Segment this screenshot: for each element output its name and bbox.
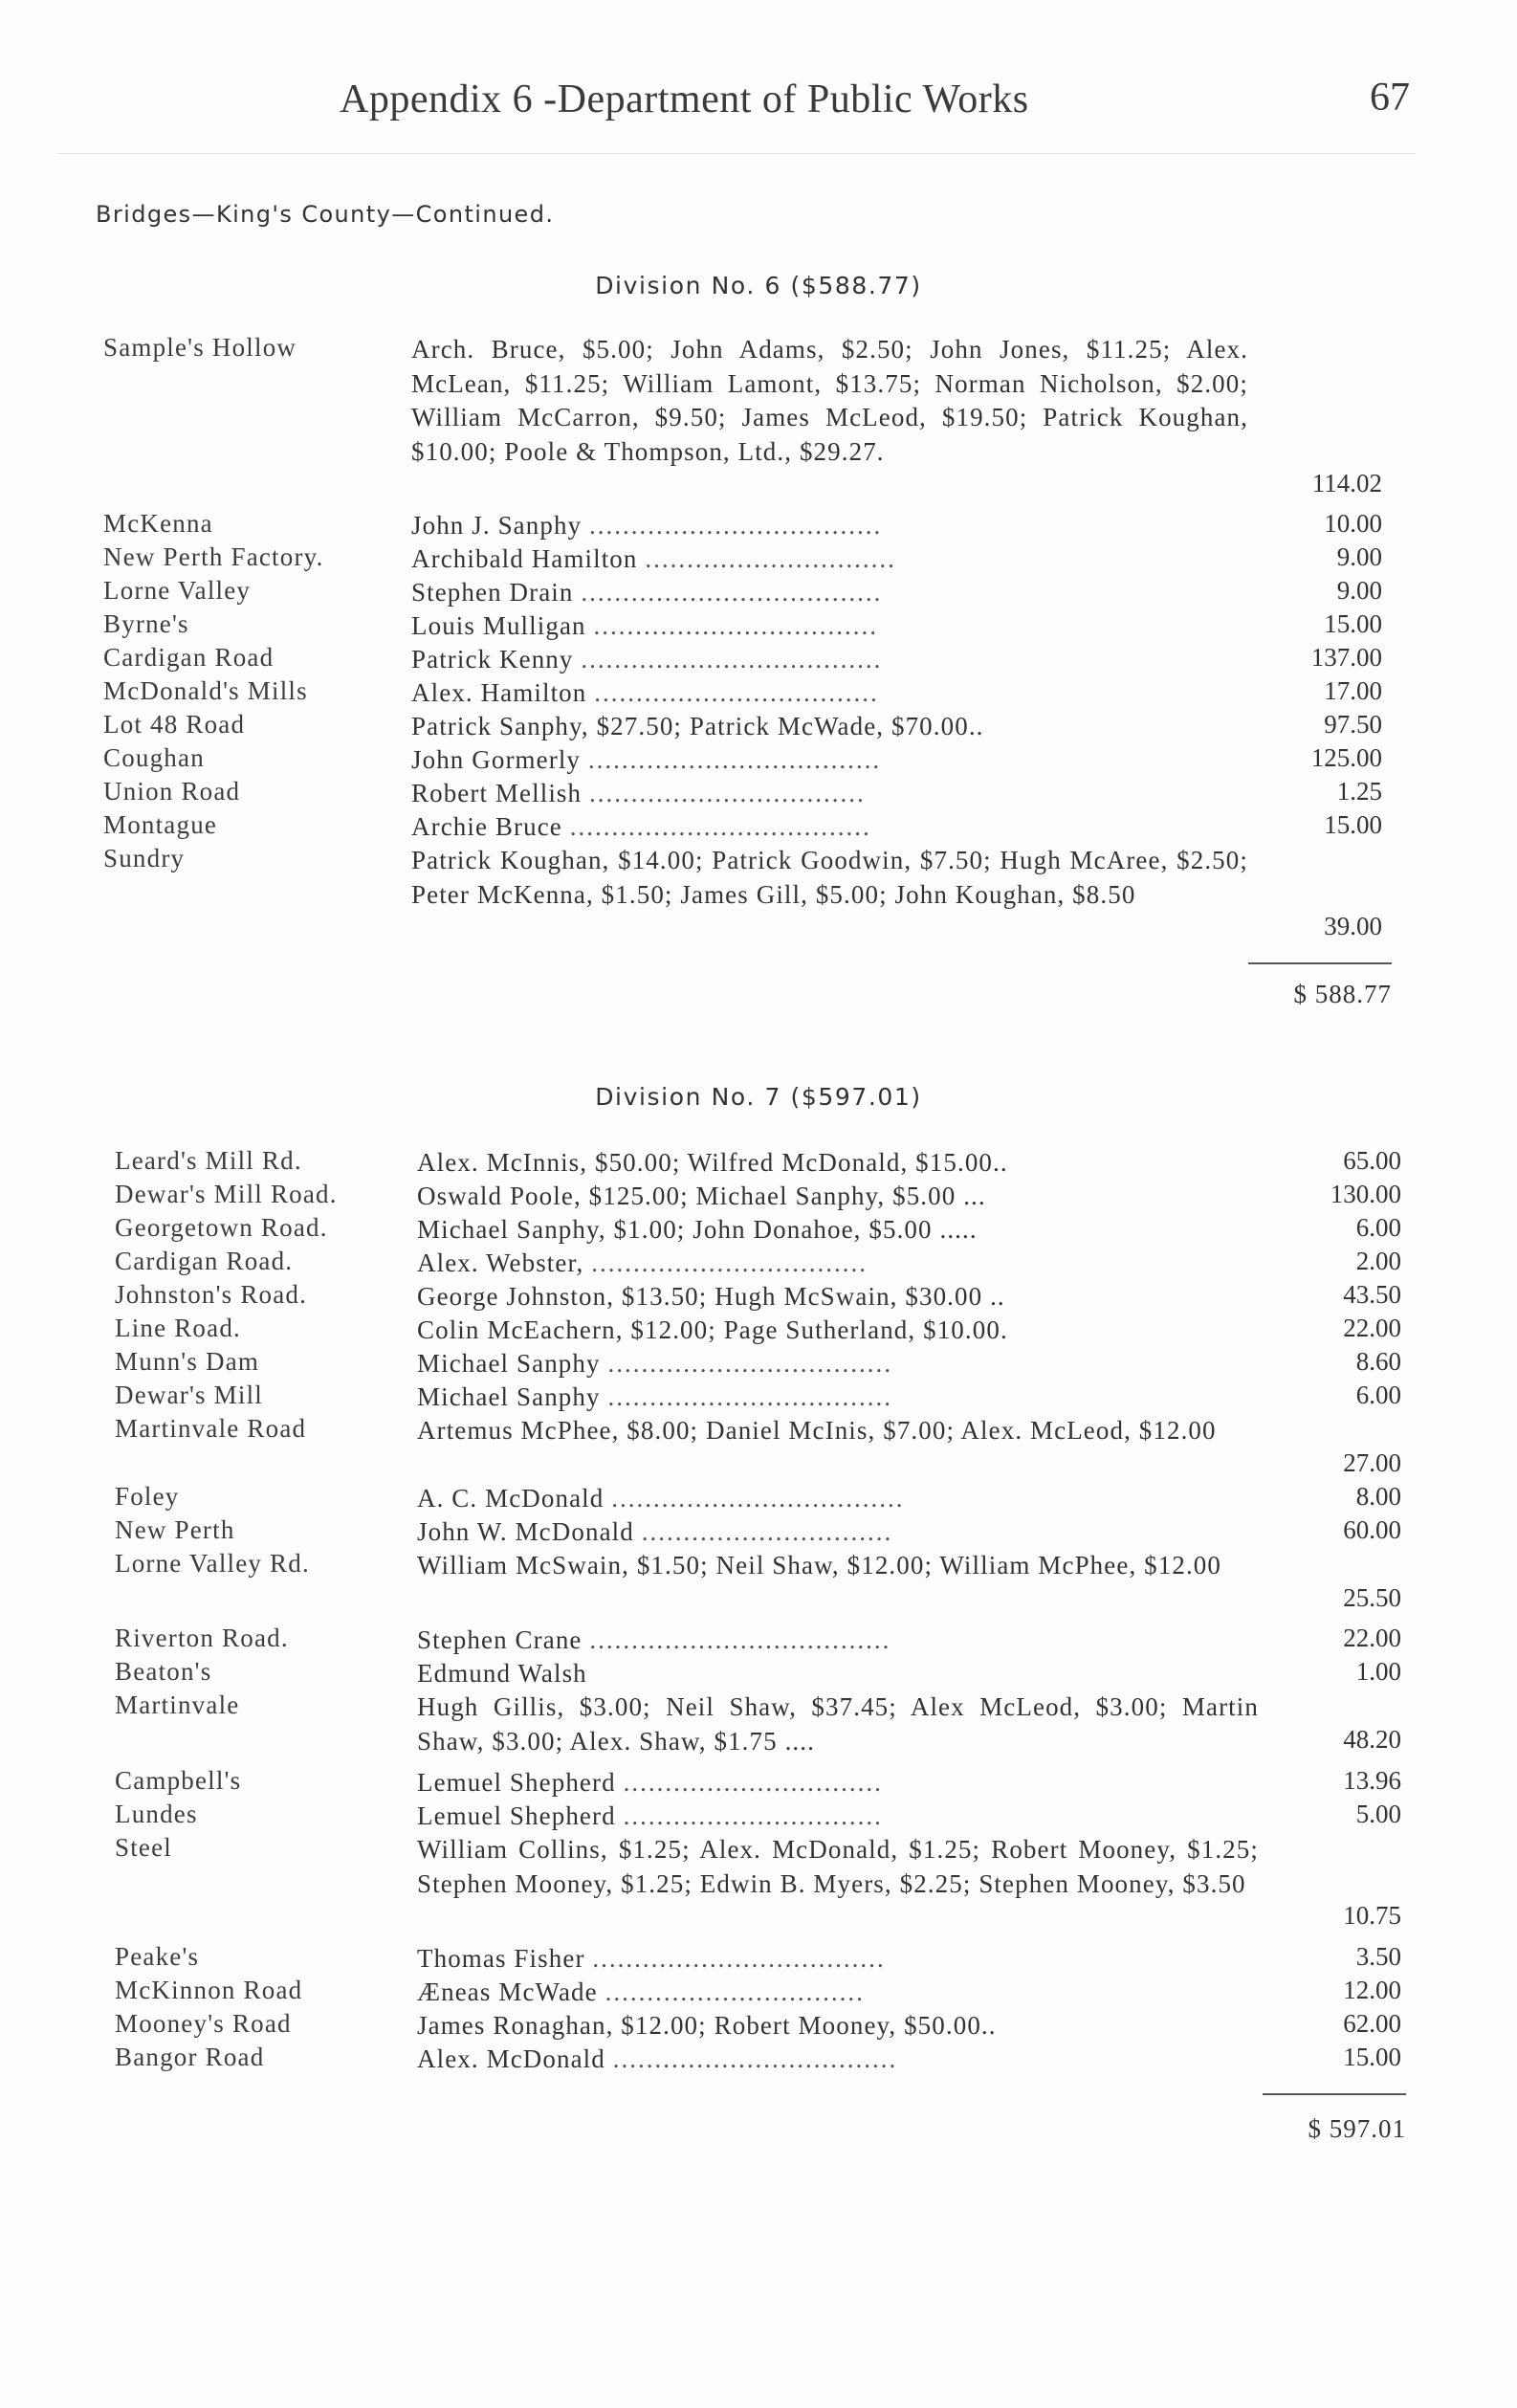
- entry-payees: [411, 643, 1248, 677]
- entry-payee-name: Archie Bruce: [411, 812, 562, 841]
- entry-place: Dewar's Mill: [115, 1381, 263, 1409]
- entry-amount: 39.00: [1324, 912, 1382, 940]
- entry-payee-name: Archibald Hamilton: [411, 544, 638, 573]
- entry-payees: Arch. Bruce, $5.00; John Adams, $2.50; John Jones, $11.25; Alex. McLean, $11.25; William Lamont, $13.75; Norman Nicholson, $2.00; William McCarron, $9.50; James McLeod, $19.50; Patrick Koughan, $10.00; Poole & Thompson, Ltd., $29.27.: [411, 335, 1248, 466]
- entry-payees: [411, 743, 1248, 778]
- entry-payees: Colin McEachern, $12.00; Page Sutherland, $10.00.: [417, 1315, 1008, 1344]
- entry-payee-name: Lemuel Shepherd: [417, 1801, 616, 1830]
- dot-leader: ...............................: [623, 1768, 883, 1797]
- entry-amount: 22.00: [1343, 1314, 1401, 1342]
- dot-leader: ..................................: [593, 611, 879, 640]
- entry-payee-name: Patrick Kenny: [411, 645, 574, 674]
- entry-amount: 6.00: [1355, 1213, 1401, 1242]
- entry-payees: Hugh Gillis, $3.00; Neil Shaw, $37.45; Alex McLeod, $3.00; Martin Shaw, $3.00; Alex. Shaw, $1.75 ....: [417, 1692, 1259, 1756]
- entry-place: Campbell's: [115, 1766, 242, 1795]
- dot-leader: ...................................: [589, 511, 883, 540]
- division-7-heading: Division No. 7 ($597.01): [595, 1083, 922, 1111]
- entry-amount: 25.50: [1343, 1583, 1401, 1612]
- entry-payee-name: John J. Sanphy: [411, 511, 583, 540]
- total-rule: [1248, 962, 1392, 964]
- entry-amount: 15.00: [1343, 2043, 1401, 2071]
- entry-amount: 15.00: [1324, 609, 1382, 638]
- entry-amount: 6.00: [1355, 1381, 1401, 1409]
- entry-payee-name: Louis Mulligan: [411, 611, 586, 640]
- entry-place: Byrne's: [103, 609, 189, 638]
- entry-place: Lot 48 Road: [103, 710, 246, 739]
- entry-amount: 114.02: [1311, 469, 1382, 497]
- entry-place: Johnston's Road.: [115, 1280, 308, 1309]
- entry-payees: [411, 509, 1248, 543]
- entry-amount: 17.00: [1324, 676, 1382, 705]
- entry-payees: Michael Sanphy, $1.00; John Donahoe, $5.00 .....: [417, 1215, 978, 1244]
- entry-place: Sundry: [103, 844, 186, 873]
- entry-payees: [417, 1247, 1259, 1281]
- dot-leader: ..................................: [594, 678, 879, 707]
- running-head-title: Appendix 6 -Department of Public Works: [340, 77, 1029, 122]
- entry-place: Coughan: [103, 743, 205, 772]
- entry-place: Sample's Hollow: [103, 333, 297, 362]
- entry-place: Dewar's Mill Road.: [115, 1180, 338, 1208]
- entry-place: New Perth: [115, 1515, 235, 1544]
- entry-amount: 43.50: [1343, 1280, 1401, 1309]
- entry-payees: [417, 1766, 1259, 1800]
- entry-place: McDonald's Mills: [103, 676, 308, 705]
- entry-payees: [411, 576, 1248, 610]
- entry-place: Cardigan Road: [103, 643, 275, 672]
- entry-amount: 12.00: [1343, 1976, 1401, 2004]
- entry-place: McKinnon Road: [115, 1976, 303, 2004]
- entry-payees: [417, 1515, 1259, 1550]
- entry-amount: 15.00: [1324, 810, 1382, 839]
- entry-place: Riverton Road.: [115, 1624, 289, 1652]
- entry-payees: [411, 542, 1248, 577]
- dot-leader: ..................................: [607, 1382, 892, 1411]
- entry-payee-name: John Gormerly: [411, 745, 582, 774]
- entry-amount: 1.00: [1355, 1657, 1401, 1686]
- entry-payee-name: Michael Sanphy: [417, 1382, 601, 1411]
- entry-place: Lorne Valley Rd.: [115, 1549, 310, 1578]
- entry-payee-name: Thomas Fisher: [417, 1944, 585, 1973]
- entry-amount: 2.00: [1355, 1247, 1401, 1275]
- running-head: [0, 69, 1517, 136]
- entry-payees: Patrick Sanphy, $27.50; Patrick McWade, $70.00..: [411, 712, 984, 740]
- entry-payees: Artemus McPhee, $8.00; Daniel McInis, $7.00; Alex. McLeod, $12.00: [417, 1416, 1217, 1445]
- entry-amount: 137.00: [1310, 643, 1382, 672]
- entry-place: Martinvale Road: [115, 1414, 307, 1443]
- entry-amount: 8.60: [1355, 1347, 1401, 1376]
- page-number: 67: [1370, 76, 1410, 120]
- entry-payees: Patrick Koughan, $14.00; Patrick Goodwin, $7.50; Hugh McAree, $2.50; Peter McKenna, $1.50; James Gill, $5.00; John Koughan, $8.50: [411, 846, 1248, 909]
- dot-leader: ....................................: [589, 1625, 891, 1654]
- entry-payees: [417, 2043, 1259, 2077]
- entry-amount: 62.00: [1343, 2009, 1401, 2038]
- entry-amount: 22.00: [1343, 1624, 1401, 1652]
- entry-payee-name: Stephen Drain: [411, 578, 574, 607]
- entry-payee-name: Alex. Hamilton: [411, 678, 587, 707]
- header-rule: [57, 153, 1416, 154]
- entry-amount: 3.50: [1355, 1942, 1401, 1971]
- entry-place: New Perth Factory.: [103, 542, 324, 571]
- entry-payees: James Ronaghan, $12.00; Robert Mooney, $50.00..: [417, 2011, 997, 2040]
- entry-amount: 125.00: [1310, 743, 1382, 772]
- entry-payee-name: John W. McDonald: [417, 1517, 634, 1546]
- entry-amount: 60.00: [1343, 1515, 1401, 1544]
- division-6-total: $ 588.77: [1293, 980, 1392, 1008]
- entry-place: Foley: [115, 1482, 180, 1511]
- entry-amount: 9.00: [1336, 576, 1382, 605]
- total-rule: [1263, 2093, 1406, 2095]
- dot-leader: ....................................: [569, 812, 871, 841]
- entry-payees: Edmund Walsh: [417, 1659, 587, 1688]
- entry-place: Munn's Dam: [115, 1347, 260, 1376]
- entry-place: Union Road: [103, 777, 241, 806]
- entry-amount: 130.00: [1330, 1180, 1401, 1208]
- entry-payees: [411, 810, 1248, 845]
- entry-place: Lorne Valley: [103, 576, 252, 605]
- entry-payees: Oswald Poole, $125.00; Michael Sanphy, $5.00 ...: [417, 1182, 986, 1210]
- entry-amount: 27.00: [1343, 1448, 1401, 1477]
- entry-payees: William Collins, $1.25; Alex. McDonald, $1.25; Robert Mooney, $1.25; Stephen Mooney, $1.25; Edwin B. Myers, $2.25; Stephen Mooney, $3.50: [417, 1835, 1259, 1898]
- section-heading: Bridges—King's County—Continued.: [96, 201, 555, 228]
- entry-payees: George Johnston, $13.50; Hugh McSwain, $30.00 ..: [417, 1282, 1005, 1311]
- dot-leader: ..............................: [641, 1517, 893, 1546]
- entry-payees: [417, 1800, 1259, 1834]
- entry-payee-name: Robert Mellish: [411, 779, 583, 807]
- dot-leader: .................................: [589, 779, 866, 807]
- dot-leader: ..................................: [612, 2044, 898, 2073]
- dot-leader: ...................................: [587, 745, 882, 774]
- entry-amount: 1.25: [1336, 777, 1382, 806]
- entry-payee-name: Alex. McDonald: [417, 2044, 605, 2073]
- entry-amount: 8.00: [1355, 1482, 1401, 1511]
- entry-payee-name: Stephen Crane: [417, 1625, 583, 1654]
- entry-payee-name: A. C. McDonald: [417, 1484, 605, 1513]
- entry-place: McKenna: [103, 509, 213, 538]
- entry-place: Peake's: [115, 1942, 200, 1971]
- entry-payees: William McSwain, $1.50; Neil Shaw, $12.00; William McPhee, $12.00: [417, 1551, 1221, 1580]
- entry-amount: 10.00: [1324, 509, 1382, 538]
- dot-leader: ...................................: [592, 1944, 886, 1973]
- dot-leader: ...............................: [605, 1977, 865, 2006]
- entry-place: Lundes: [115, 1800, 198, 1828]
- dot-leader: ..............................: [645, 544, 896, 573]
- entry-place: Beaton's: [115, 1657, 212, 1686]
- entry-payees: Alex. McInnis, $50.00; Wilfred McDonald, $15.00..: [417, 1148, 1008, 1177]
- entry-place: Mooney's Road: [115, 2009, 292, 2038]
- entry-payees: [411, 609, 1248, 644]
- entry-place: Cardigan Road.: [115, 1247, 294, 1275]
- entry-amount: 9.00: [1336, 542, 1382, 571]
- dot-leader: .................................: [591, 1248, 868, 1277]
- entry-amount: 97.50: [1324, 710, 1382, 739]
- entry-place: Steel: [115, 1833, 172, 1862]
- entry-amount: 13.96: [1343, 1766, 1401, 1795]
- entry-payee-name: Lemuel Shepherd: [417, 1768, 616, 1797]
- entry-place: Bangor Road: [115, 2043, 265, 2071]
- entry-payee-name: Alex. Webster,: [417, 1248, 584, 1277]
- entry-payees: [411, 777, 1248, 811]
- dot-leader: ....................................: [581, 645, 883, 674]
- dot-leader: ..................................: [607, 1349, 892, 1378]
- division-6-heading: Division No. 6 ($588.77): [595, 272, 922, 299]
- dot-leader: ....................................: [581, 578, 883, 607]
- entry-amount: 65.00: [1343, 1146, 1401, 1175]
- entry-payees: [411, 676, 1248, 711]
- entry-place: Montague: [103, 810, 218, 839]
- entry-payees: [417, 1942, 1259, 1977]
- entry-amount: 48.20: [1343, 1725, 1401, 1754]
- dot-leader: ...................................: [611, 1484, 905, 1513]
- entry-place: Line Road.: [115, 1314, 241, 1342]
- entry-payees: [417, 1482, 1259, 1516]
- entry-payee-name: Æneas McWade: [417, 1977, 598, 2006]
- entry-amount: 10.75: [1343, 1901, 1401, 1930]
- entry-payees: [417, 1347, 1259, 1381]
- entry-place: Leard's Mill Rd.: [115, 1146, 302, 1175]
- entry-place: Martinvale: [115, 1690, 240, 1719]
- dot-leader: ...............................: [623, 1801, 883, 1830]
- entry-place: Georgetown Road.: [115, 1213, 328, 1242]
- entry-payees: [417, 1976, 1259, 2010]
- entry-payees: [417, 1624, 1259, 1658]
- division-7-total: $ 597.01: [1308, 2114, 1406, 2143]
- entry-payee-name: Michael Sanphy: [417, 1349, 601, 1378]
- entry-amount: 5.00: [1355, 1800, 1401, 1828]
- entry-payees: [417, 1381, 1259, 1415]
